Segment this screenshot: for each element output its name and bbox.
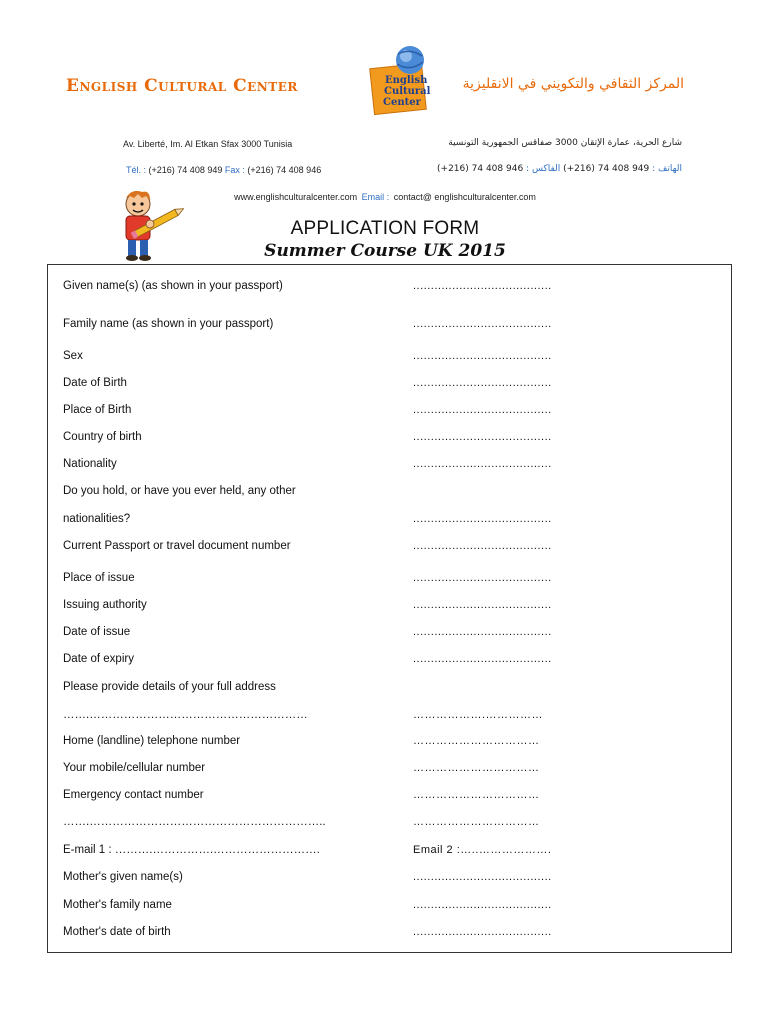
fax-label: Fax : (224, 165, 245, 175)
logo-text-line-1: English (385, 75, 428, 86)
field-input-line[interactable]: ....................................... (413, 653, 552, 665)
fax-value: (+216) 74 408 946 (247, 165, 322, 175)
website-link[interactable]: www.englishculturalcenter.com (234, 192, 358, 202)
field-label: Country of birth (63, 431, 142, 443)
logo-text-line-3: Center (383, 97, 421, 108)
field-input-line[interactable]: ....................................... (413, 431, 552, 443)
field-label: Given name(s) (as shown in your passport) (63, 280, 283, 292)
logo-text-line-2: Cultural (384, 86, 431, 97)
field-input-line[interactable]: ....................................... (413, 926, 552, 938)
tel-label-arabic: الهاتف : (652, 164, 682, 174)
email-label: Email : (361, 192, 390, 202)
logo-globe-icon (364, 44, 442, 116)
field-label: Date of Birth (63, 377, 127, 389)
fax-value-arabic: (+216) 74 408 946 (437, 164, 524, 174)
field-label: Emergency contact number (63, 789, 204, 801)
field-input-line[interactable]: ....................................... (413, 458, 552, 470)
field-label: …….…………………………………………………….. (63, 816, 326, 828)
field-label: Mother's family name (63, 899, 172, 911)
field-label: Home (landline) telephone number (63, 735, 241, 747)
field-label: Your mobile/cellular number (63, 762, 206, 774)
contact-line-arabic (437, 164, 682, 174)
field-input-line[interactable]: ....................................... (413, 540, 552, 552)
field-label: Mother's given name(s) (63, 871, 183, 883)
field-input-line[interactable]: …………………………… (413, 762, 540, 774)
field-label: Nationality (63, 458, 117, 470)
field-input-line[interactable]: ....................................... (413, 899, 552, 911)
field-input-line[interactable]: ……………….…………… (413, 709, 544, 721)
field-input-line[interactable]: ....................................... (413, 318, 552, 330)
field-input-line[interactable]: …………………………… (413, 816, 540, 828)
field-label: Please provide details of your full address (63, 681, 276, 693)
form-subtitle: Summer Course UK 2015 (264, 241, 506, 261)
field-input-line[interactable]: ....................................... (413, 871, 552, 883)
address-arabic: شارع الحرية، عمارة الإتقان 3000 صفاقس الجمهورية التونسية (448, 138, 682, 148)
form-title: APPLICATION FORM (290, 218, 480, 239)
email-link[interactable]: contact@ englishculturalcenter.com (393, 192, 536, 202)
field-label: nationalities? (63, 513, 131, 525)
field-input-line[interactable]: ....................................... (413, 599, 552, 611)
field-input-line[interactable]: ....................................... (413, 572, 552, 584)
field-input-line[interactable]: ....................................... (413, 626, 552, 638)
fax-label-arabic: الفاكس : (526, 164, 561, 174)
field-label: Do you hold, or have you ever held, any other (63, 485, 296, 497)
tel-label: Tél. : (126, 165, 147, 175)
tel-value: (+216) 74 408 949 (148, 165, 223, 175)
field-label: Place of Birth (63, 404, 132, 416)
field-label: Date of issue (63, 626, 131, 638)
field-input-line[interactable]: ....................................... (413, 513, 552, 525)
field-input-line[interactable]: ....................................... (413, 404, 552, 416)
field-label: E-mail 1 : ……….…………….………………………. (63, 844, 320, 856)
field-label: Sex (63, 350, 83, 362)
field-input-line[interactable]: …………………………… (413, 735, 540, 747)
field-label: Family name (as shown in your passport) (63, 318, 274, 330)
address-french: Av. Liberté, Im. Al Etkan Sfax 3000 Tunisia (123, 139, 293, 149)
field-label: Date of expiry (63, 653, 134, 665)
contact-line-french (126, 165, 321, 175)
field-label: Mother's date of birth (63, 926, 171, 938)
field-label: Issuing authority (63, 599, 147, 611)
field-label: Current Passport or travel document number (63, 540, 291, 552)
field-input-line[interactable]: ....................................... (413, 377, 552, 389)
field-input-line[interactable]: ....................................... (413, 280, 552, 292)
tel-value-arabic: (+216) 74 408 949 (563, 164, 650, 174)
field-input-line[interactable]: …………………………… (413, 789, 540, 801)
brand-name-english: English Cultural Center (66, 76, 298, 96)
field-input-line[interactable]: ....................................... (413, 350, 552, 362)
field-input-line[interactable]: Email 2 :…..………………. (413, 844, 552, 856)
field-label: Place of issue (63, 572, 135, 584)
field-label: …….………………………………………………… (63, 709, 308, 721)
brand-name-arabic: المركز الثقافي والتكويني في الانقليزية (462, 76, 684, 92)
